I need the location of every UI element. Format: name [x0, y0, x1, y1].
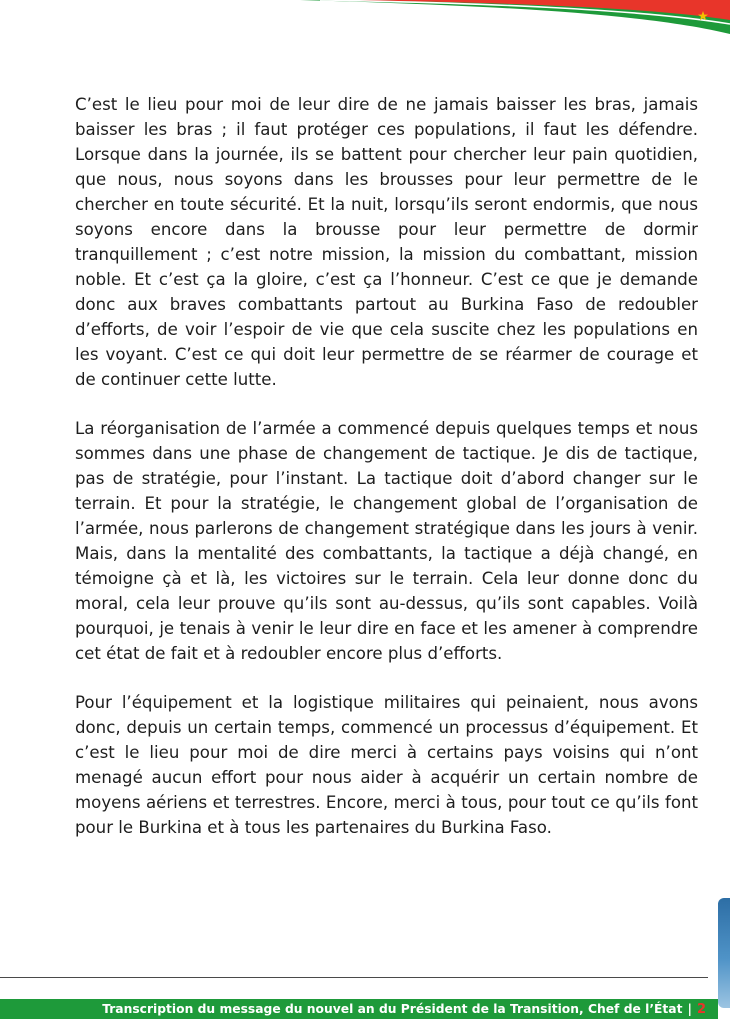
paragraph-1: C’est le lieu pour moi de leur dire de ne jamais baisser les bras, jamais baisser les bras ; il faut protéger ces populations, il faut les défendre. Lorsque dans la journée, ils se battent pour chercher leur pain quotidien, que nous, nous soyons dans les brousses pour leur permettre de le chercher en toute sécurité. Et la nuit, lorsqu’ils seront endormis, que nous soyons encore dans la brousse pour leur permettre de dormir tranquillement ; c’est notre mission, la mission du combattant, mission noble. Et c’est ça la gloire, c’est ça l’honneur. C’est ce que je demande donc aux braves combattants partout au Burkina Faso de redoubler d’efforts, de voir l’espoir de vie que cela suscite chez les populations en les voyant. C’est ce qui doit leur permettre de se réarmer de courage et de continuer cette lutte. — [75, 95, 698, 389]
document-body — [75, 92, 698, 840]
footer-caption: Transcription du message du nouvel an du Président de la Transition, Chef de l’État — [102, 1002, 683, 1016]
paragraph-3: Pour l’équipement et la logistique militaires qui peinaient, nous avons donc, depuis un certain temps, commencé un processus d’équipement. Et c’est le lieu pour moi de dire merci à certains pays voisins qui n’ont menagé aucun effort pour nous aider à acquérir un certain nombre de moyens aériens et terrestres. Encore, merci à tous, pour tout ce qu’ils font pour le Burkina et à tous les partenaires du Burkina Faso. — [75, 693, 698, 837]
footer-divider — [0, 977, 708, 978]
side-tab-decoration — [718, 898, 730, 1008]
paragraph-2: La réorganisation de l’armée a commencé depuis quelques temps et nous sommes dans une phase de changement de tactique. Je dis de tactique, pas de stratégie, pour l’instant. La tactique doit d’abord changer sur le terrain. Et pour la stratégie, le changement global de l’organisation de l’armée, nous parlerons de changement stratégique dans les jours à venir. Mais, dans la mentalité des combattants, la tactique a déjà changé, en témoigne çà et là, les victoires sur le terrain. Cela leur donne donc du moral, cela leur prouve qu’ils sont au-dessus, qu’ils sont capables. Voilà pourquoi, je tenais à venir le leur dire en face et les amener à comprendre cet état de fait et à redoubler encore plus d’efforts. — [75, 419, 698, 663]
page-number: 2 — [696, 1001, 706, 1017]
footer-separator: | — [687, 1002, 692, 1016]
flag-stripe-decoration — [0, 0, 730, 40]
footer-bar — [0, 999, 718, 1019]
